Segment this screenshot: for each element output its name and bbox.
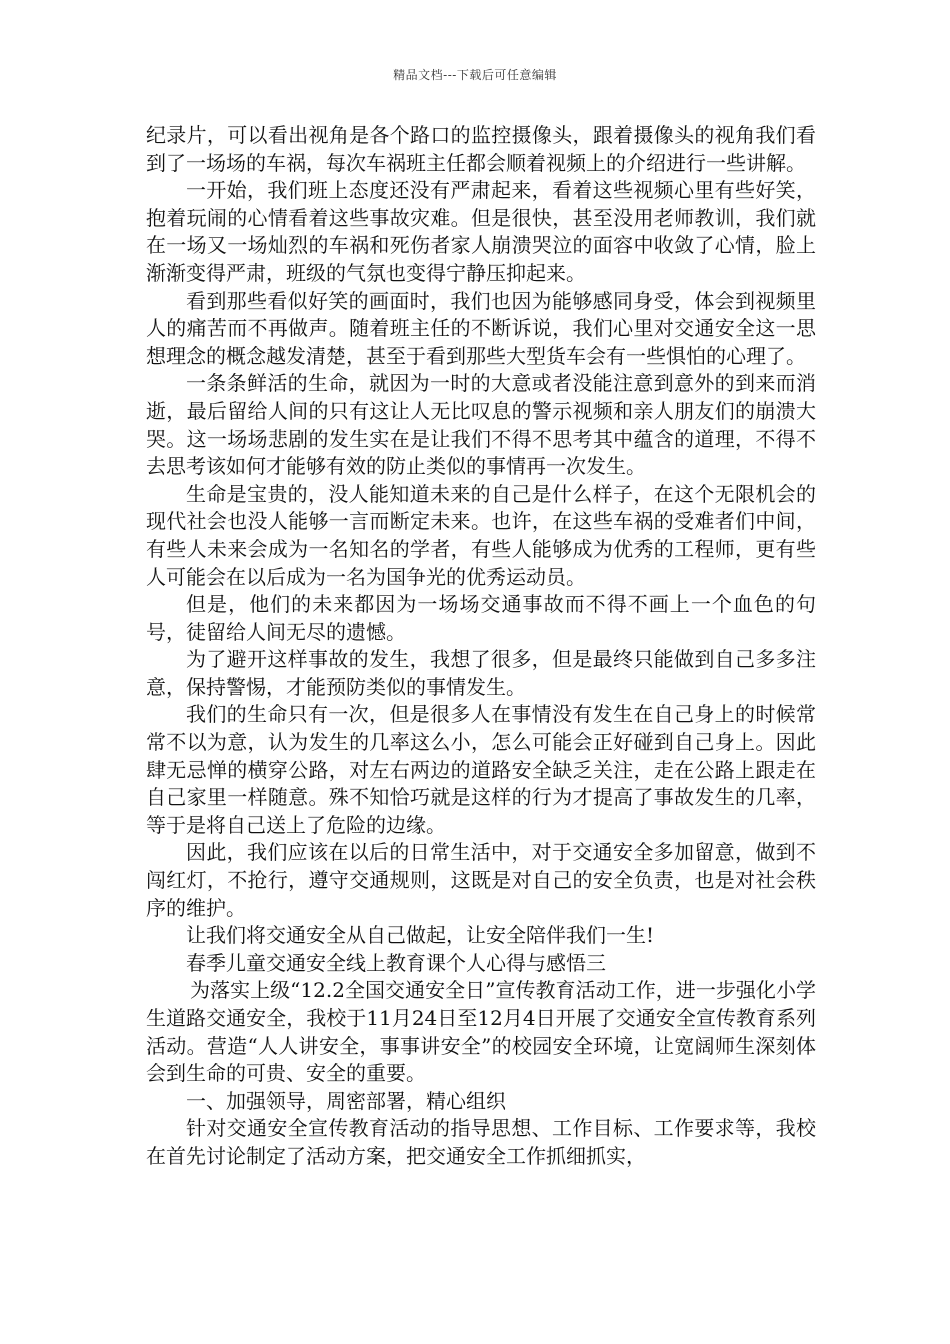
paragraph: 为了避开这样事故的发生，我想了很多，但是最终只能做到自己多多注意，保持警惕，才能预防类似的事情发生。 bbox=[146, 647, 816, 699]
paragraph: 一开始，我们班上态度还没有严肃起来，看着这些视频心里有些好笑，抱着玩闹的心情看着这些事故灾难。但是很快，甚至没用老师教训，我们就在一场又一场灿烈的车祸和死伤者家人崩溃哭泣的面容中收敛了心情，脸上渐渐变得严肃，班级的气氛也变得宁静压抑起来。 bbox=[146, 178, 816, 285]
paragraph: 一条条鲜活的生命，就因为一时的大意或者没能注意到意外的到来而消逝，最后留给人间的只有这让人无比叹息的警示视频和亲人朋友们的崩溃大哭。这一场场悲剧的发生实在是让我们不得不思考其中蕴含的道理，不得不去思考该如何才能够有效的防止类似的事情再一次发生。 bbox=[146, 371, 816, 479]
document-body bbox=[146, 122, 816, 1171]
paragraph: 纪录片，可以看出视角是各个路口的监控摄像头，跟着摄像头的视角我们看到了一场场的车祸，每次车祸班主任都会顺着视频上的介绍进行一些讲解。 bbox=[146, 123, 816, 175]
paragraph: 因此，我们应该在以后的日常生活中，对于交通安全多加留意，做到不闯红灯，不抢行，遵守交通规则，这既是对自己的安全负责，也是对社会秩序的维护。 bbox=[146, 840, 816, 920]
paragraph: 看到那些看似好笑的画面时，我们也因为能够感同身受，体会到视频里人的痛苦而不再做声。随着班主任的不断诉说，我们心里对交通安全这一思想理念的概念越发清楚，甚至于看到那些大型货车会有一些惧怕的心理了。 bbox=[146, 288, 816, 368]
paragraph: 让我们将交通安全从自己做起，让安全陪伴我们一生! bbox=[186, 923, 655, 948]
paragraph: 我们的生命只有一次，但是很多人在事情没有发生在自己身上的时候常常不以为意，认为发生的几率这么小，怎么可能会正好碰到自己身上。因此肆无忌惮的横穿公路，对左右两边的道路安全缺乏关注，走在公路上跟走在自己家里一样随意。殊不知恰巧就是这样的行为才提高了事故发生的几率，等于是将自己送上了危险的边缘。 bbox=[146, 702, 816, 837]
page-header: 精品文档---下载后可任意编辑 bbox=[393, 68, 557, 82]
paragraph: 针对交通安全宣传教育活动的指导思想、工作目标、工作要求等，我校在首先讨论制定了活动方案，把交通安全工作抓细抓实， bbox=[146, 1116, 816, 1168]
section-title: 春季儿童交通安全线上教育课个人心得与感悟三 bbox=[186, 950, 606, 975]
paragraph: 生命是宝贵的，没人能知道未来的自己是什么样子，在这个无限机会的现代社会也没人能够一言而断定未来。也许，在这些车祸的受难者们中间，有些人未来会成为一名知名的学者，有些人能够成为优秀的工程师，更有些人可能会在以后成为一名为国争光的优秀运动员。 bbox=[146, 481, 816, 589]
paragraph: 但是，他们的未来都因为一场场交通事故而不得不画上一个血色的句号，徒留给人间无尽的遗憾。 bbox=[146, 592, 816, 644]
section-heading: 一、加强领导，周密部署，精心组织 bbox=[186, 1088, 506, 1113]
paragraph: 为落实上级“12.2全国交通安全日”宣传教育活动工作，进一步强化小学生道路交通安全，我校于11月24日至12月4日开展了交通安全宣传教育系列活动。营造“人人讲安全，事事讲安全”的校园安全环境，让宽阔师生深刻体会到生命的可贵、安全的重要。 bbox=[146, 978, 816, 1086]
